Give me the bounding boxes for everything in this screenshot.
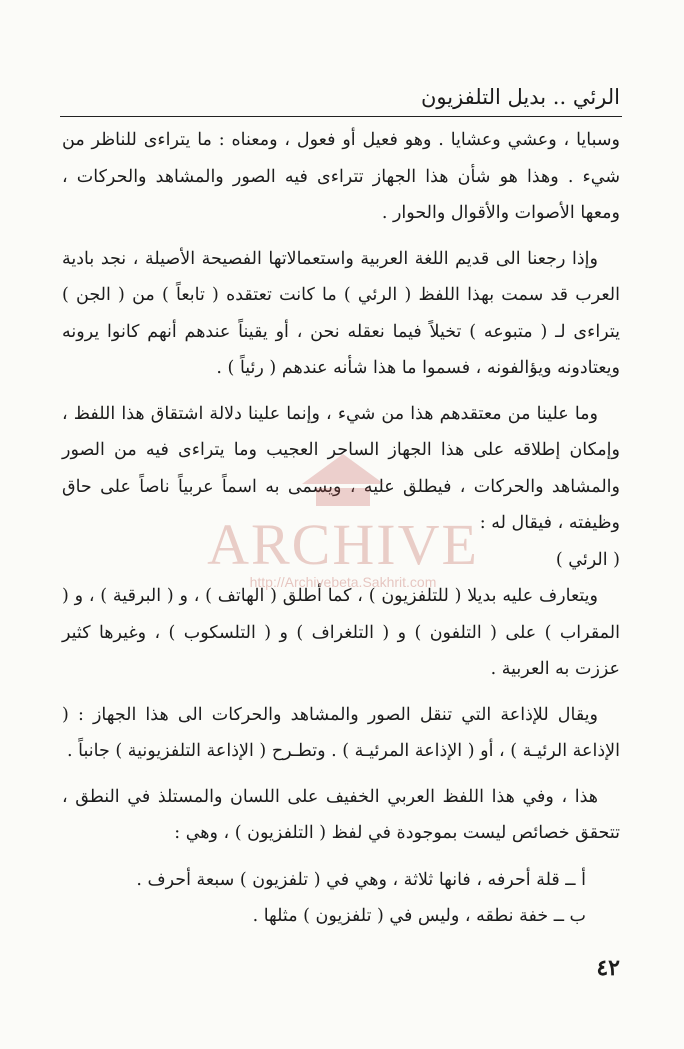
paragraph-2: وإذا رجعنا الى قديم اللغة العربية واستعمالاتها الفصيحة الأصيلة ، نجد بادية العرب قد سمت بهذا اللفظ ( الرئي ) ما كانت تعتقده ( تابعاً ) من ( الجن ) يتراءى لـ ( متبوعه ) تخيلاً فيما نعقله نحن ، أو يقيناً عندهم أنهم كانوا يرونه ويعتادونه ويؤالفونه ، فسموا ما هذا شأنه عندهم ( رئياً ) . [62, 248, 620, 378]
watermark-url: http://Archivebeta.Sakhrit.com [249, 574, 437, 590]
paragraph-6: هذا ، وفي هذا اللفظ العربي الخفيف على اللسان والمستلذ في النطق ، تتحقق خصائص ليست بموجودة في لفظ ( التلفزيون ) ، وهي : [62, 786, 620, 843]
page-number: ٤٢ [596, 955, 620, 981]
centered-term: ( الرئي ) [555, 549, 620, 570]
header-divider [60, 116, 622, 117]
paragraph-1: وسبايا ، وعشي وعشايا . وهو فعيل أو فعول ، ومعناه : ما يتراءى للناظر من شيء . وهذا هو شأن هذا الجهاز تتراءى فيه الصور والمشاهد والحركات ، ومعها الأصوات والأقوال والحوار . [62, 130, 620, 223]
paragraph-5: ويقال للإذاعة التي تنقل الصور والمشاهد والحركات الى هذا الجهاز : ( الإذاعة الرئيـة ) ، أو ( الإذاعة المرئيـة ) . وتطـرح ( الإذاعة التلفزيونية ) جانباً . [62, 704, 620, 761]
running-header: الرئي .. بديل التلفزيون [420, 85, 620, 109]
list-item-a: أ ــ قلة أحرفه ، فانها ثلاثة ، وهي في ( تلفزيون ) سبعة أحرف . [136, 869, 586, 890]
page-body [62, 122, 620, 935]
list-item-b: ب ــ خفة نطقه ، وليس في ( تلفزيون ) مثلها . [252, 906, 586, 926]
watermark-title: ARCHIVE [207, 512, 479, 577]
paragraph-4: ويتعارف عليه بديلا ( للتلفزيون ) ، كما أطلق ( الهاتف ) ، و ( البرقية ) ، و ( المقراب ) على ( التلفون ) و ( التلغراف ) و ( التلسكوب ) ، وغيرها كثير عززت به العربية . [62, 586, 620, 679]
paragraph-3: وما علينا من معتقدهم هذا من شيء ، وإنما علينا دلالة اشتقاق هذا اللفظ ، وإمكان إطلاقه على هذا الجهاز الساحر العجيب وما يتراءى فيه من الصور والمشاهد والحركات ، فيطلق عليه ، ويسمى به اسماً عربياً ناصاً على حاق وظيفته ، فيقال له : [62, 403, 620, 533]
